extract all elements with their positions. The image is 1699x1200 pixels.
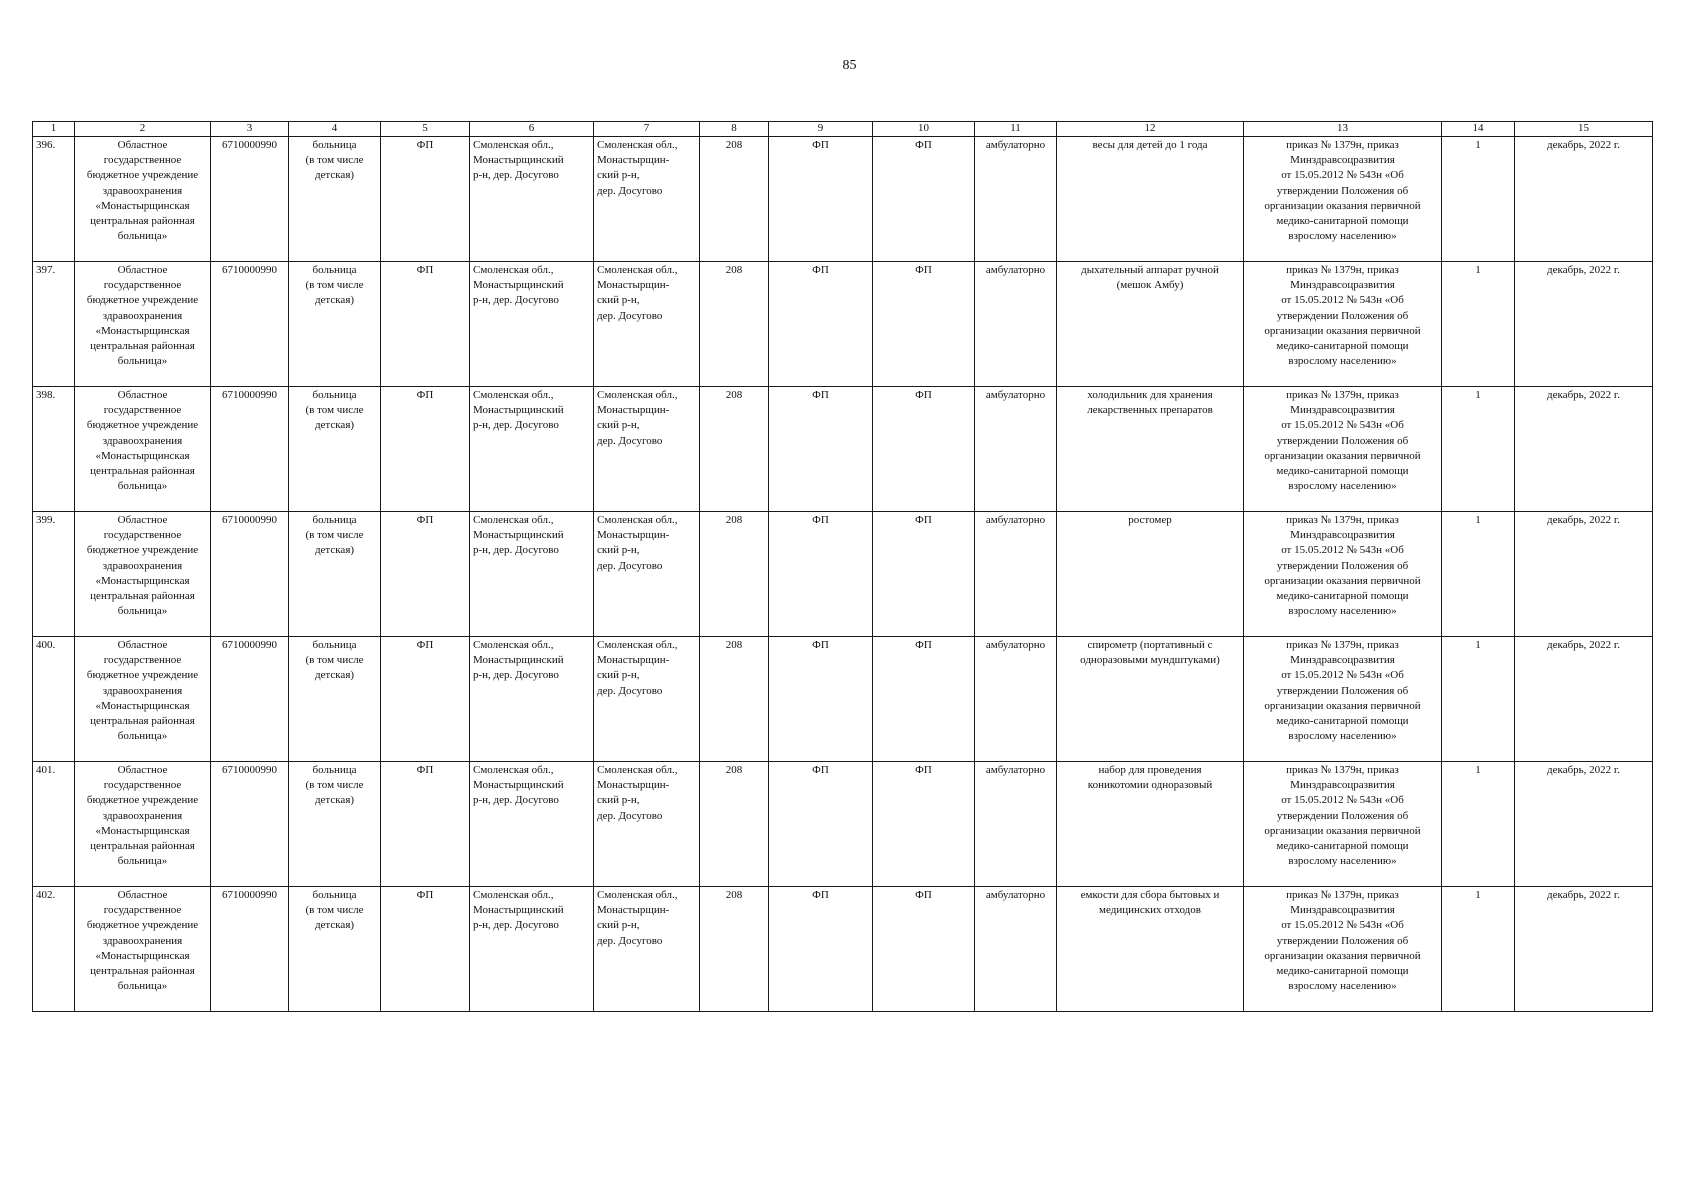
value-text: 208 [725, 639, 743, 651]
unit-type-text: ФП [416, 889, 434, 901]
table-row [33, 762, 1653, 887]
value-cell [700, 137, 769, 262]
care-form-cell [975, 512, 1057, 637]
column-header-4: 4 [289, 122, 381, 137]
unit-col10-cell [873, 637, 975, 762]
unit-type-cell [381, 762, 470, 887]
institution-name-cell [75, 262, 211, 387]
legal-basis-cell [1244, 887, 1442, 1012]
institution-type-cell [289, 637, 381, 762]
institution-type-cell [289, 762, 381, 887]
legal-basis-text: приказ № 1379н, приказ Минздравсоцразвития от 15.05.2012 № 543н «Об утверждении Положения об организации оказания первичной медико-санитарной помощи взрослому населению» [1264, 514, 1421, 618]
row-number-cell [33, 262, 75, 387]
address-cell [470, 887, 594, 1012]
address-text: Смоленская обл., Монастырщинский р-н, дер. Досугово [473, 764, 564, 807]
value-cell [700, 387, 769, 512]
address-text: Смоленская обл., Монастырщинский р-н, дер. Досугово [473, 139, 564, 182]
value-cell [700, 637, 769, 762]
institution-type-text: больница (в том числе детская) [305, 139, 364, 182]
quantity-cell [1442, 387, 1515, 512]
delivery-date-cell [1515, 637, 1653, 762]
quantity-cell [1442, 762, 1515, 887]
care-form-text: амбулаторно [985, 139, 1046, 151]
care-form-cell [975, 387, 1057, 512]
equipment-name-cell [1057, 637, 1244, 762]
institution-code-cell [211, 262, 289, 387]
unit-col9-text: ФП [812, 389, 829, 401]
equipment-name-text: емкости для сбора бытовых и медицинских отходов [1080, 889, 1220, 917]
institution-code-text: 6710000990 [222, 639, 277, 651]
column-number-row [33, 122, 1653, 137]
column-header-10: 10 [873, 122, 975, 137]
unit-col10-text: ФП [915, 764, 932, 776]
unit-col9-text: ФП [812, 889, 829, 901]
location-cell [594, 262, 700, 387]
institution-name-cell [75, 762, 211, 887]
quantity-text: 1 [1475, 514, 1481, 526]
institution-name-cell [75, 637, 211, 762]
legal-basis-cell [1244, 387, 1442, 512]
row-number-cell [33, 512, 75, 637]
unit-col10-cell [873, 387, 975, 512]
unit-col9-cell [769, 262, 873, 387]
location-cell [594, 637, 700, 762]
location-cell [594, 387, 700, 512]
address-cell [470, 512, 594, 637]
delivery-date-text: декабрь, 2022 г. [1547, 139, 1620, 151]
institution-code-text: 6710000990 [222, 889, 277, 901]
legal-basis-text: приказ № 1379н, приказ Минздравсоцразвития от 15.05.2012 № 543н «Об утверждении Положения об организации оказания первичной медико-санитарной помощи взрослому населению» [1264, 764, 1421, 868]
unit-col9-cell [769, 887, 873, 1012]
institution-name-cell [75, 512, 211, 637]
table-row [33, 637, 1653, 762]
address-cell [470, 387, 594, 512]
table-row [33, 387, 1653, 512]
unit-type-text: ФП [416, 389, 434, 401]
quantity-text: 1 [1475, 264, 1481, 276]
care-form-cell [975, 137, 1057, 262]
institution-type-text: больница (в том числе детская) [305, 764, 364, 807]
address-text: Смоленская обл., Монастырщинский р-н, дер. Досугово [473, 264, 564, 307]
quantity-cell [1442, 887, 1515, 1012]
delivery-date-text: декабрь, 2022 г. [1547, 514, 1620, 526]
care-form-text: амбулаторно [985, 764, 1046, 776]
delivery-date-text: декабрь, 2022 г. [1547, 889, 1620, 901]
equipment-name-text: ростомер [1128, 514, 1172, 526]
institution-code-text: 6710000990 [222, 389, 277, 401]
address-text: Смоленская обл., Монастырщинский р-н, дер. Досугово [473, 889, 564, 932]
column-header-6: 6 [470, 122, 594, 137]
care-form-text: амбулаторно [985, 514, 1046, 526]
equipment-name-cell [1057, 262, 1244, 387]
address-text: Смоленская обл., Монастырщинский р-н, дер. Досугово [473, 514, 564, 557]
row-number-cell [33, 137, 75, 262]
column-header-15: 15 [1515, 122, 1653, 137]
unit-type-text: ФП [416, 514, 434, 526]
unit-type-cell [381, 137, 470, 262]
location-text: Смоленская обл., Монастырщин- ский р-н, дер. Досугово [597, 639, 678, 697]
location-cell [594, 762, 700, 887]
equipment-name-text: дыхательный аппарат ручной (мешок Амбу) [1081, 264, 1219, 292]
column-header-5: 5 [381, 122, 470, 137]
institution-name-text: Областное государственное бюджетное учреждение здравоохранения «Монастырщинская центральная районная больница» [86, 514, 199, 618]
unit-col10-cell [873, 887, 975, 1012]
unit-col10-text: ФП [915, 514, 932, 526]
equipment-name-cell [1057, 387, 1244, 512]
delivery-date-text: декабрь, 2022 г. [1547, 764, 1620, 776]
location-text: Смоленская обл., Монастырщин- ский р-н, дер. Досугово [597, 264, 678, 322]
unit-type-cell [381, 512, 470, 637]
equipment-name-text: набор для проведения коникотомии одноразовый [1087, 764, 1213, 792]
institution-type-cell [289, 887, 381, 1012]
unit-col9-text: ФП [812, 514, 829, 526]
address-cell [470, 137, 594, 262]
row-number-cell [33, 762, 75, 887]
value-text: 208 [725, 889, 743, 901]
quantity-text: 1 [1475, 889, 1481, 901]
unit-type-cell [381, 887, 470, 1012]
quantity-cell [1442, 262, 1515, 387]
unit-type-text: ФП [416, 264, 434, 276]
location-text: Смоленская обл., Монастырщин- ский р-н, дер. Досугово [597, 889, 678, 947]
institution-type-text: больница (в том числе детская) [305, 639, 364, 682]
institution-name-text: Областное государственное бюджетное учреждение здравоохранения «Монастырщинская центральная районная больница» [86, 264, 199, 368]
institution-name-text: Областное государственное бюджетное учреждение здравоохранения «Монастырщинская центральная районная больница» [86, 389, 199, 493]
institution-type-text: больница (в том числе детская) [305, 264, 364, 307]
equipment-name-text: спирометр (портативный с одноразовыми мундштуками) [1080, 639, 1220, 667]
column-header-12: 12 [1057, 122, 1244, 137]
institution-code-cell [211, 762, 289, 887]
care-form-cell [975, 762, 1057, 887]
unit-type-text: ФП [416, 764, 434, 776]
equipment-registry-table [32, 121, 1653, 1012]
row-number-text: 396. [36, 139, 56, 151]
institution-name-text: Областное государственное бюджетное учреждение здравоохранения «Монастырщинская центральная районная больница» [86, 889, 199, 993]
unit-type-text: ФП [416, 139, 434, 151]
unit-col10-cell [873, 137, 975, 262]
address-cell [470, 262, 594, 387]
location-text: Смоленская обл., Монастырщин- ский р-н, дер. Досугово [597, 389, 678, 447]
column-header-9: 9 [769, 122, 873, 137]
row-number-cell [33, 887, 75, 1012]
care-form-text: амбулаторно [985, 889, 1046, 901]
institution-code-cell [211, 137, 289, 262]
institution-name-text: Областное государственное бюджетное учреждение здравоохранения «Монастырщинская центральная районная больница» [86, 639, 199, 743]
unit-col9-cell [769, 387, 873, 512]
unit-col10-cell [873, 262, 975, 387]
institution-code-cell [211, 637, 289, 762]
delivery-date-cell [1515, 387, 1653, 512]
delivery-date-cell [1515, 262, 1653, 387]
row-number-text: 402. [36, 889, 56, 901]
equipment-name-cell [1057, 887, 1244, 1012]
location-text: Смоленская обл., Монастырщин- ский р-н, дер. Досугово [597, 514, 678, 572]
institution-code-cell [211, 387, 289, 512]
column-header-14: 14 [1442, 122, 1515, 137]
unit-col10-text: ФП [915, 139, 932, 151]
value-text: 208 [725, 514, 743, 526]
location-cell [594, 137, 700, 262]
legal-basis-cell [1244, 137, 1442, 262]
row-number-text: 399. [36, 514, 56, 526]
unit-col9-cell [769, 637, 873, 762]
column-header-1: 1 [33, 122, 75, 137]
legal-basis-text: приказ № 1379н, приказ Минздравсоцразвития от 15.05.2012 № 543н «Об утверждении Положения об организации оказания первичной медико-санитарной помощи взрослому населению» [1264, 889, 1421, 993]
unit-col9-text: ФП [812, 139, 829, 151]
unit-type-cell [381, 387, 470, 512]
care-form-text: амбулаторно [985, 389, 1046, 401]
unit-col9-cell [769, 762, 873, 887]
table-body [33, 137, 1653, 1012]
unit-col9-cell [769, 512, 873, 637]
unit-col10-text: ФП [915, 889, 932, 901]
unit-col10-text: ФП [915, 389, 932, 401]
care-form-cell [975, 887, 1057, 1012]
address-text: Смоленская обл., Монастырщинский р-н, дер. Досугово [473, 389, 564, 432]
value-cell [700, 262, 769, 387]
row-number-text: 400. [36, 639, 56, 651]
unit-col10-cell [873, 512, 975, 637]
address-cell [470, 637, 594, 762]
institution-name-text: Областное государственное бюджетное учреждение здравоохранения «Монастырщинская центральная районная больница» [86, 139, 199, 243]
legal-basis-cell [1244, 762, 1442, 887]
unit-col9-text: ФП [812, 264, 829, 276]
delivery-date-text: декабрь, 2022 г. [1547, 639, 1620, 651]
equipment-name-cell [1057, 762, 1244, 887]
column-header-2: 2 [75, 122, 211, 137]
institution-name-cell [75, 137, 211, 262]
quantity-text: 1 [1475, 389, 1481, 401]
delivery-date-text: декабрь, 2022 г. [1547, 389, 1620, 401]
care-form-text: амбулаторно [985, 264, 1046, 276]
legal-basis-text: приказ № 1379н, приказ Минздравсоцразвития от 15.05.2012 № 543н «Об утверждении Положения об организации оказания первичной медико-санитарной помощи взрослому населению» [1264, 264, 1421, 368]
institution-type-cell [289, 387, 381, 512]
table-row [33, 512, 1653, 637]
location-text: Смоленская обл., Монастырщин- ский р-н, дер. Досугово [597, 139, 678, 197]
care-form-text: амбулаторно [985, 639, 1046, 651]
institution-name-text: Областное государственное бюджетное учреждение здравоохранения «Монастырщинская центральная районная больница» [86, 764, 199, 868]
unit-col10-text: ФП [915, 639, 932, 651]
institution-type-text: больница (в том числе детская) [305, 389, 364, 432]
column-header-11: 11 [975, 122, 1057, 137]
institution-code-cell [211, 887, 289, 1012]
institution-type-cell [289, 262, 381, 387]
institution-type-text: больница (в том числе детская) [305, 514, 364, 557]
row-number-text: 398. [36, 389, 56, 401]
row-number-cell [33, 637, 75, 762]
row-number-cell [33, 387, 75, 512]
value-cell [700, 762, 769, 887]
column-header-13: 13 [1244, 122, 1442, 137]
delivery-date-text: декабрь, 2022 г. [1547, 264, 1620, 276]
equipment-name-text: холодильник для хранения лекарственных препаратов [1087, 389, 1213, 417]
table-row [33, 137, 1653, 262]
column-header-7: 7 [594, 122, 700, 137]
address-text: Смоленская обл., Монастырщинский р-н, дер. Досугово [473, 639, 564, 682]
location-cell [594, 512, 700, 637]
institution-code-cell [211, 512, 289, 637]
institution-name-cell [75, 387, 211, 512]
institution-name-cell [75, 887, 211, 1012]
legal-basis-text: приказ № 1379н, приказ Минздравсоцразвития от 15.05.2012 № 543н «Об утверждении Положения об организации оказания первичной медико-санитарной помощи взрослому населению» [1264, 639, 1421, 743]
unit-col9-text: ФП [812, 764, 829, 776]
value-text: 208 [725, 389, 743, 401]
delivery-date-cell [1515, 762, 1653, 887]
value-text: 208 [725, 764, 743, 776]
unit-col10-text: ФП [915, 264, 932, 276]
value-cell [700, 512, 769, 637]
legal-basis-cell [1244, 512, 1442, 637]
quantity-text: 1 [1475, 764, 1481, 776]
equipment-name-cell [1057, 512, 1244, 637]
unit-col9-text: ФП [812, 639, 829, 651]
institution-code-text: 6710000990 [222, 514, 277, 526]
quantity-cell [1442, 137, 1515, 262]
institution-type-cell [289, 137, 381, 262]
legal-basis-text: приказ № 1379н, приказ Минздравсоцразвития от 15.05.2012 № 543н «Об утверждении Положения об организации оказания первичной медико-санитарной помощи взрослому населению» [1264, 389, 1421, 493]
quantity-cell [1442, 512, 1515, 637]
table-row [33, 262, 1653, 387]
row-number-text: 401. [36, 764, 56, 776]
delivery-date-cell [1515, 887, 1653, 1012]
page-number: 85 [842, 58, 857, 73]
care-form-cell [975, 637, 1057, 762]
value-text: 208 [725, 139, 743, 151]
location-text: Смоленская обл., Монастырщин- ский р-н, дер. Досугово [597, 764, 678, 822]
column-header-3: 3 [211, 122, 289, 137]
quantity-cell [1442, 637, 1515, 762]
care-form-cell [975, 262, 1057, 387]
value-cell [700, 887, 769, 1012]
unit-type-text: ФП [416, 639, 434, 651]
row-number-text: 397. [36, 264, 56, 276]
equipment-name-cell [1057, 137, 1244, 262]
legal-basis-text: приказ № 1379н, приказ Минздравсоцразвития от 15.05.2012 № 543н «Об утверждении Положения об организации оказания первичной медико-санитарной помощи взрослому населению» [1264, 139, 1421, 243]
quantity-text: 1 [1475, 139, 1481, 151]
table-row [33, 887, 1653, 1012]
institution-code-text: 6710000990 [222, 139, 277, 151]
unit-col10-cell [873, 762, 975, 887]
equipment-name-text: весы для детей до 1 года [1092, 139, 1208, 151]
column-header-8: 8 [700, 122, 769, 137]
institution-type-text: больница (в том числе детская) [305, 889, 364, 932]
value-text: 208 [725, 264, 743, 276]
legal-basis-cell [1244, 637, 1442, 762]
unit-type-cell [381, 637, 470, 762]
unit-type-cell [381, 262, 470, 387]
quantity-text: 1 [1475, 639, 1481, 651]
legal-basis-cell [1244, 262, 1442, 387]
unit-col9-cell [769, 137, 873, 262]
institution-code-text: 6710000990 [222, 264, 277, 276]
institution-code-text: 6710000990 [222, 764, 277, 776]
institution-type-cell [289, 512, 381, 637]
delivery-date-cell [1515, 512, 1653, 637]
address-cell [470, 762, 594, 887]
location-cell [594, 887, 700, 1012]
delivery-date-cell [1515, 137, 1653, 262]
